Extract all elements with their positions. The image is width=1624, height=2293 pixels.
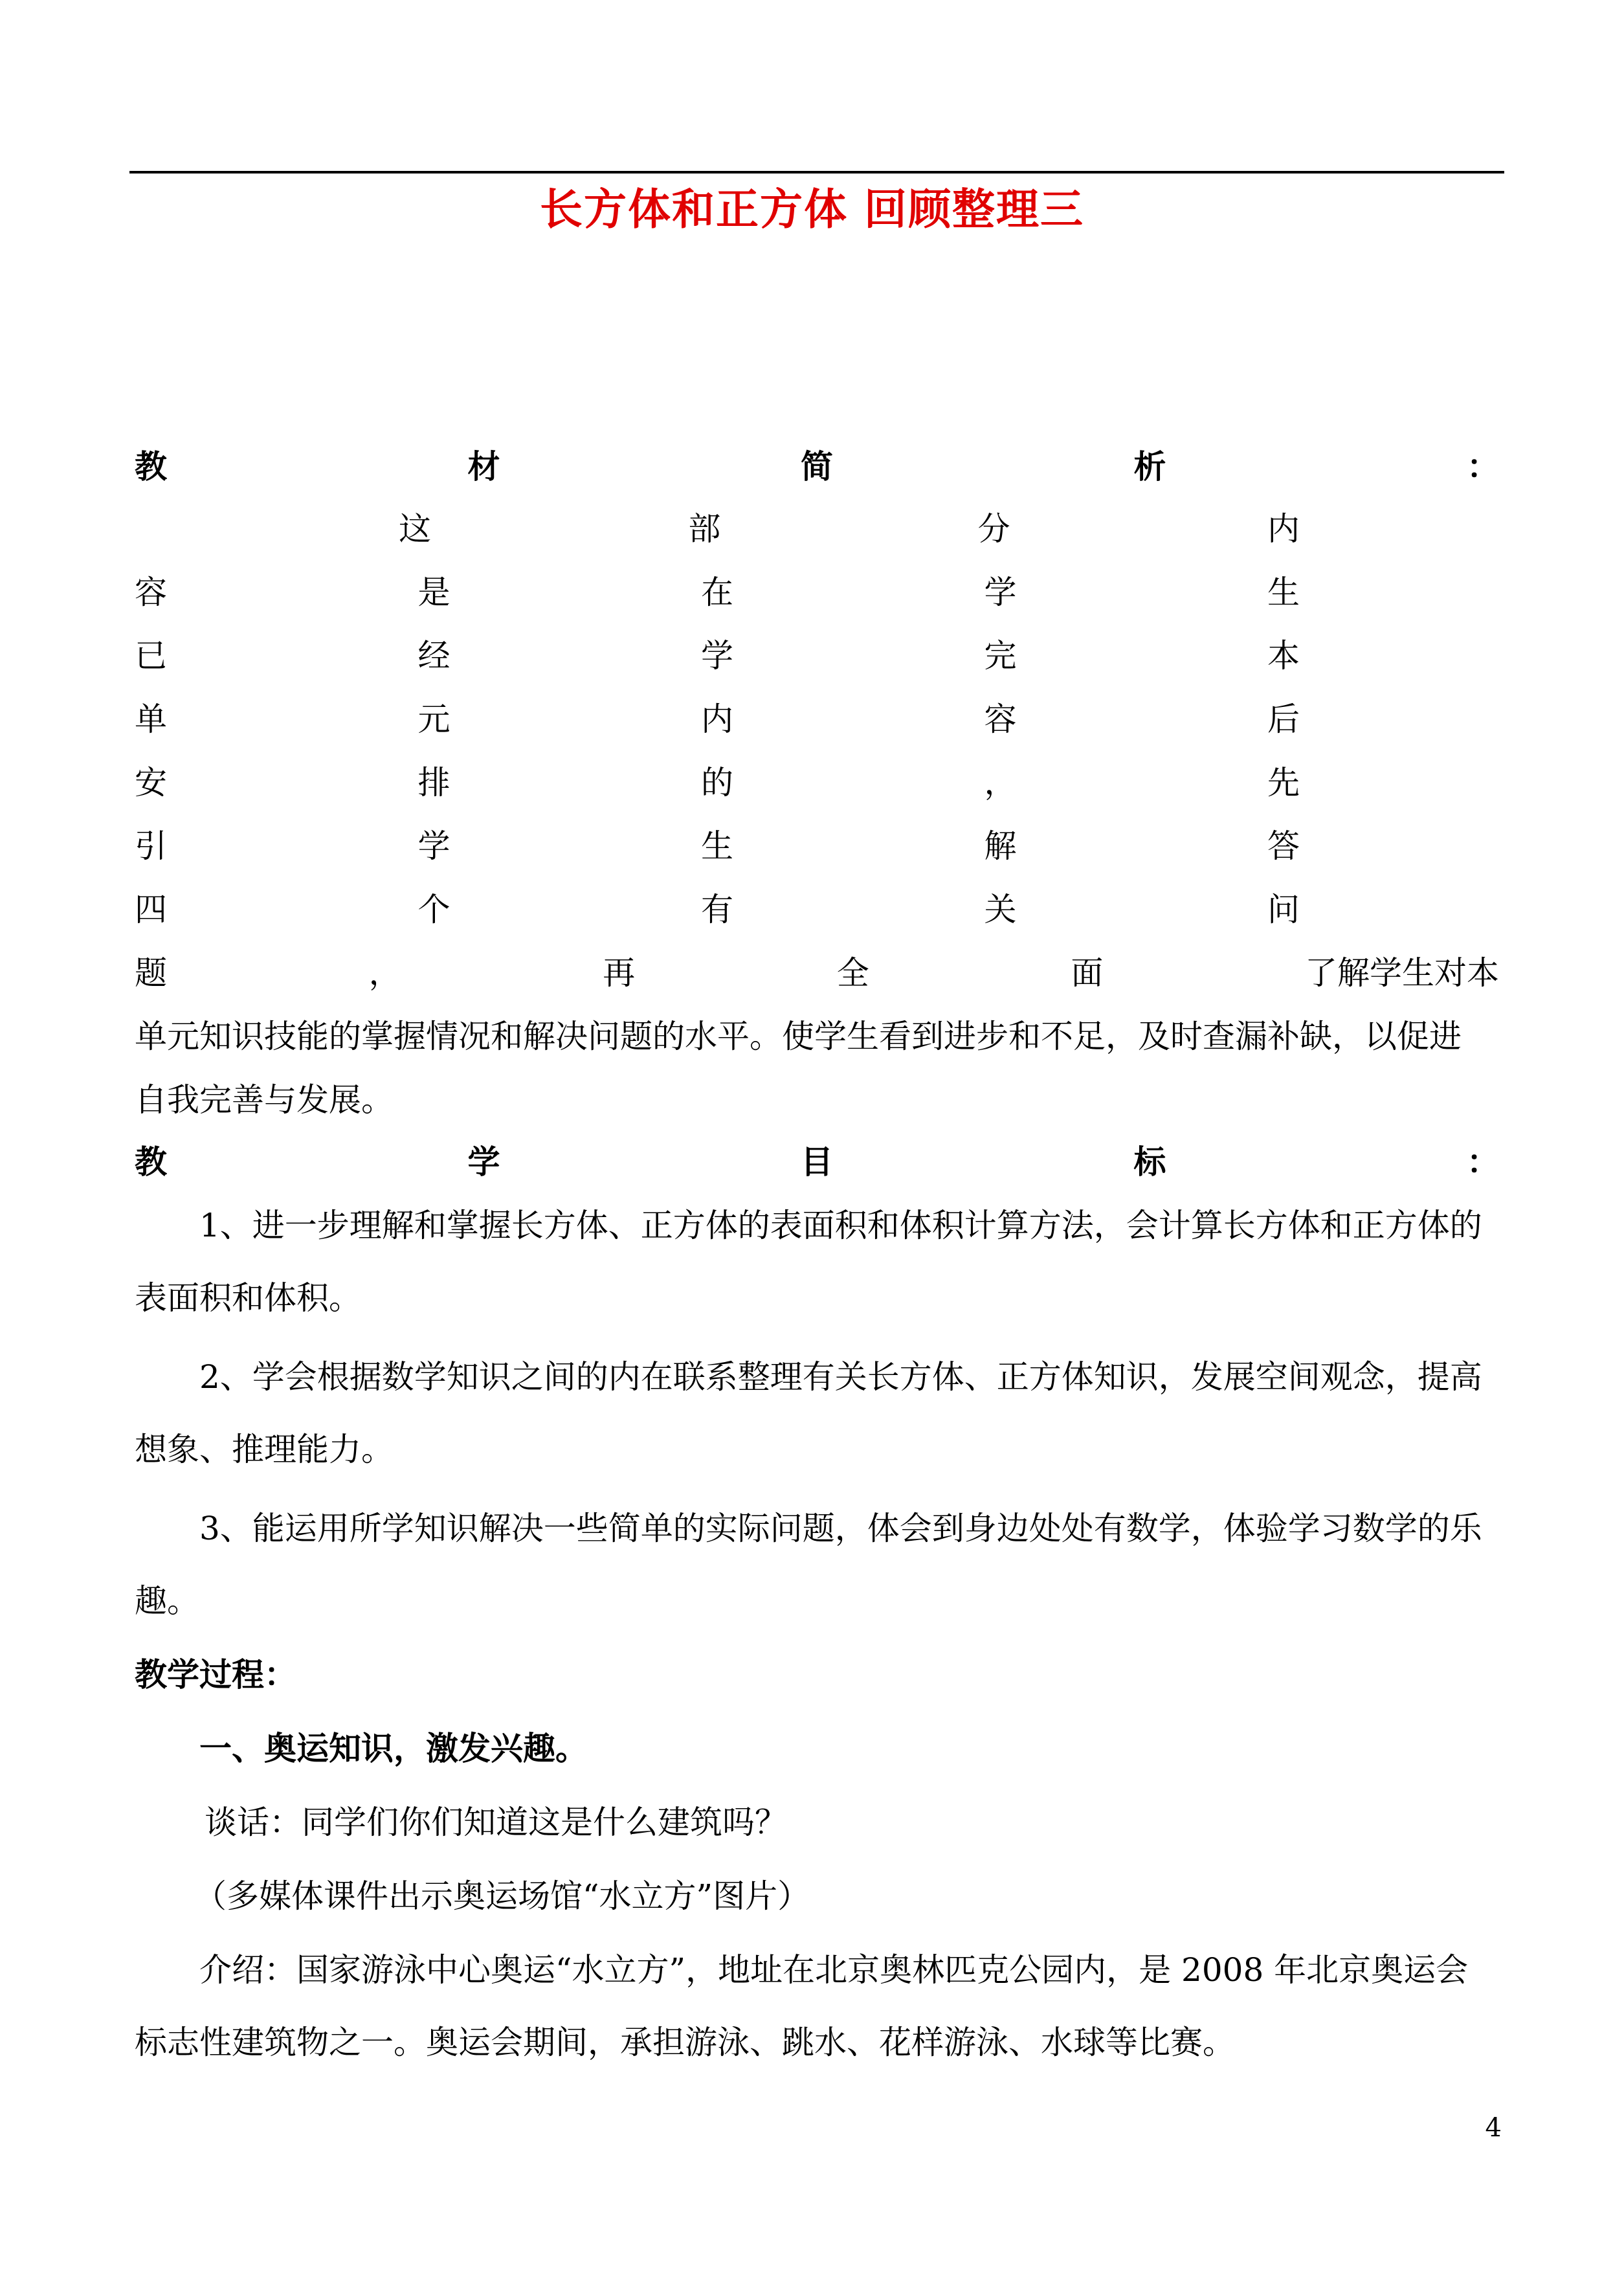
row-char: 关 <box>984 891 1017 928</box>
goal-2-line-2: 想象、推理能力。 <box>135 1431 394 1468</box>
row-char: 生 <box>701 827 733 865</box>
row-char: 是 <box>417 574 450 611</box>
row-char: 学 <box>417 827 450 865</box>
heading-char: 简 <box>801 447 833 486</box>
row-char: 答 <box>1267 827 1300 865</box>
row-char: 经 <box>417 637 450 675</box>
row-char: 这 <box>399 510 431 548</box>
row-char: 全 <box>836 954 869 992</box>
row-char: 后 <box>1267 700 1300 738</box>
analysis-row-3 <box>135 633 1300 678</box>
row-char: 学 <box>984 574 1017 611</box>
analysis-line-2: 单元知识技能的掌握情况和解决问题的水平。使学生看到进步和不足，及时查漏补缺，以促进 <box>135 1018 1462 1055</box>
analysis-heading <box>135 444 1499 489</box>
row-char: 安 <box>135 764 167 801</box>
row-char: 内 <box>701 700 733 738</box>
goal-3-line-2: 趣。 <box>135 1582 199 1620</box>
row-char: ， <box>984 764 1017 801</box>
heading-char: 教 <box>135 447 167 486</box>
analysis-row-4 <box>135 697 1300 742</box>
page-number: 4 <box>1485 2113 1502 2143</box>
row-char: 的 <box>701 764 733 801</box>
row-char: 学 <box>701 637 733 675</box>
goal-2-line-1: 2、学会根据数学知识之间的内在联系整理有关长方体、正方体知识，发展空间观念，提高 <box>199 1358 1482 1396</box>
media-line: （多媒体课件出示奥运场馆“水立方”图片） <box>194 1877 810 1915</box>
talk-line: 谈话：同学们你们知道这是什么建筑吗？ <box>205 1804 787 1841</box>
row-char: 本 <box>1267 637 1300 675</box>
row-char: 已 <box>135 637 167 675</box>
intro-line-1: 介绍：国家游泳中心奥运“水立方”，地址在北京奥林匹克公园内，是 2008 年北京奥运会 <box>199 1951 1469 1989</box>
row-char: 再 <box>603 954 636 992</box>
row-char: 个 <box>417 891 450 928</box>
row-char: 分 <box>977 510 1010 548</box>
row-char: 四 <box>135 891 167 928</box>
row-char: 引 <box>135 827 167 865</box>
row-char: 了解学生对本 <box>1304 954 1499 992</box>
row-char: 先 <box>1267 764 1300 801</box>
heading-char: 析 <box>1133 447 1166 486</box>
analysis-row-7 <box>135 887 1300 932</box>
row-char: ， <box>368 954 401 992</box>
goal-3-line-1: 3、能运用所学知识解决一些简单的实际问题，体会到身边处处有数学，体验学习数学的乐 <box>199 1510 1482 1547</box>
header-rule <box>129 171 1504 173</box>
analysis-row-8 <box>135 950 1499 996</box>
analysis-row-5 <box>135 760 1300 805</box>
row-char: 容 <box>984 700 1017 738</box>
row-char: 内 <box>1267 510 1300 548</box>
goals-heading <box>135 1139 1499 1185</box>
row-char: 排 <box>417 764 450 801</box>
row-char: 有 <box>701 891 733 928</box>
heading-char: ： <box>1467 447 1499 486</box>
heading-char: 标 <box>1133 1143 1166 1181</box>
row-char: 问 <box>1267 891 1300 928</box>
intro-line-2: 标志性建筑物之一。奥运会期间，承担游泳、跳水、花样游泳、水球等比赛。 <box>135 2024 1235 2061</box>
row-char: 在 <box>701 574 733 611</box>
row-char: 单 <box>135 700 167 738</box>
goal-1-line-1: 1、进一步理解和掌握长方体、正方体的表面积和体积计算方法，会计算长方体和正方体的 <box>199 1207 1482 1244</box>
analysis-row-2 <box>135 570 1300 615</box>
analysis-row-6 <box>135 823 1300 869</box>
row-char: 题 <box>135 954 167 992</box>
row-char: 容 <box>135 574 167 611</box>
heading-char: 材 <box>467 447 500 486</box>
row-char: 元 <box>417 700 450 738</box>
page-title: 长方体和正方体 回顾整理三 <box>540 184 1084 234</box>
goal-1-line-2: 表面积和体积。 <box>135 1279 361 1317</box>
process-heading: 教学过程： <box>135 1655 296 1694</box>
row-char: 解 <box>984 827 1017 865</box>
section-1-heading: 一、奥运知识，激发兴趣。 <box>199 1729 588 1767</box>
row-char: 面 <box>1071 954 1104 992</box>
row-char: 完 <box>984 637 1017 675</box>
row-char: 生 <box>1267 574 1300 611</box>
heading-char: ： <box>1467 1143 1499 1181</box>
row-char: 部 <box>688 510 721 548</box>
heading-char: 教 <box>135 1143 167 1181</box>
heading-char: 目 <box>801 1143 833 1181</box>
analysis-row-1 <box>399 506 1300 552</box>
analysis-line-3: 自我完善与发展。 <box>135 1081 394 1119</box>
heading-char: 学 <box>467 1143 500 1181</box>
